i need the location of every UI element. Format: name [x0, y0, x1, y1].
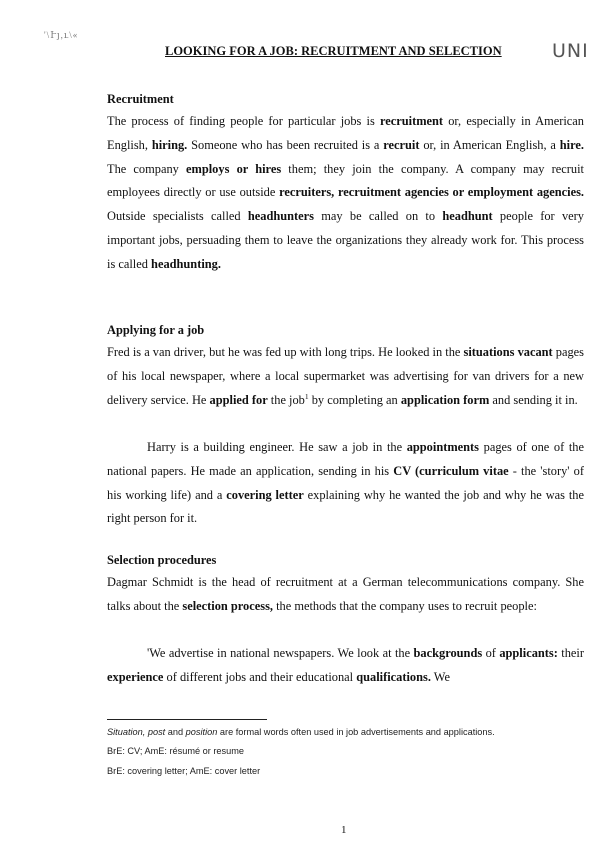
- footnote-3: BrE: covering letter; AmE: cover letter: [107, 766, 261, 776]
- footnote-rule: [107, 719, 267, 720]
- page-number: 1: [341, 824, 347, 836]
- footnote-2: BrE: CV; AmE: résumé or resume: [107, 746, 244, 756]
- paragraph-applying-harry: Harry is a building engineer. He saw a job in the appointments pages of one of the national papers. He made an application, sending in his CV (curriculum vitae - the 'story' of his working life) and a covering letter explaining why he wanted the job and why he was the right person for it.: [107, 440, 584, 526]
- heading-applying: Applying for a job: [107, 323, 205, 337]
- page-title: LOOKING FOR A JOB: RECRUITMENT AND SELECTION: [165, 44, 502, 58]
- scan-mark: '\Ւյ,ւ\«: [44, 30, 79, 40]
- footnote-1: Situation, post and position are formal words often used in job advertisements and applications.: [107, 727, 495, 737]
- paragraph-selection-quote: 'We advertise in national newspapers. We look at the backgrounds of applicants: their experience of different jobs and their educational qualifications. We: [107, 646, 584, 684]
- paragraph-applying-fred: Fred is a van driver, but he was fed up with long trips. He looked in the situations vacant pages of his local newspaper, where a local supermarket was advertising for van drivers for a new delivery service. He applied for the job$^1$ by completing an application form and sending it in.: [107, 345, 585, 407]
- unit-mark: UNI: [552, 40, 589, 62]
- footnote-ref-1: 1: [304, 391, 309, 401]
- paragraph-selection-intro: Dagmar Schmidt is the head of recruitment at a German telecommunications company. She talks about the selection process, the methods that the company uses to recruit people:: [107, 575, 584, 613]
- heading-recruitment: Recruitment: [107, 92, 174, 106]
- paragraph-recruitment: The process of finding people for particular jobs is recruitment or, especially in American English, hiring. Someone who has been recruited is a recruit or, in American English, a hire. The company employs or hires them; they join the company. A company may recruit employees directly or use outside recruiters, recruitment agencies or employment agencies. Outside specialists called headhunters may be called on to headhunt people for very important jobs, persuading them to leave the organizations they already work for. This process is called headhunting.: [107, 114, 585, 271]
- heading-selection: Selection procedures: [107, 553, 217, 567]
